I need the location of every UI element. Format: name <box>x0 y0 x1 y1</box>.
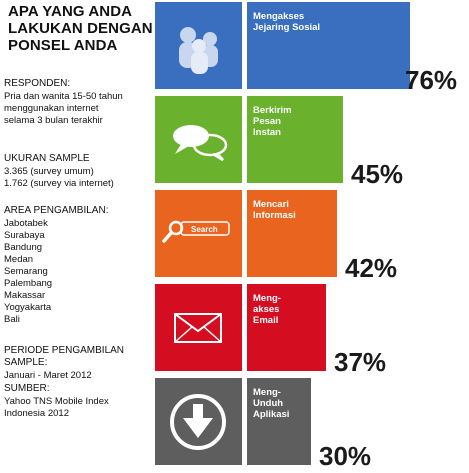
source-line: Yahoo TNS Mobile Index <box>4 396 109 407</box>
chat-bubbles-icon <box>155 96 242 183</box>
category-icon-tile <box>155 96 242 183</box>
title-line: LAKUKAN DENGAN <box>8 20 153 37</box>
category-icon-tile <box>155 2 242 89</box>
respondents-heading: RESPONDEN: <box>4 78 71 89</box>
category-label-line: Meng- <box>253 387 281 398</box>
value-label: 42% <box>345 253 398 283</box>
respondents-line: menggunakan internet <box>4 103 99 114</box>
area-item: Surabaya <box>4 230 45 241</box>
search-bar-icon <box>155 190 242 277</box>
envelope-icon <box>155 284 242 371</box>
value-label: 76% <box>405 65 458 95</box>
period-heading: PERIODE PENGAMBILAN SAMPLE: <box>4 345 125 368</box>
area-item: Bandung <box>4 242 43 253</box>
sample-line: 3.365 (survey umum) <box>4 166 94 177</box>
category-label <box>253 105 292 138</box>
sample-info <box>4 153 154 190</box>
sample-line: 1.762 (survey via internet) <box>4 178 114 189</box>
bar <box>247 96 343 183</box>
value-label: 37% <box>334 347 387 377</box>
category-label-line: Unduh <box>253 398 284 409</box>
infographic-title <box>8 3 158 54</box>
category-icon-tile <box>155 190 242 277</box>
period-info <box>4 345 154 382</box>
people-icon <box>155 2 242 89</box>
category-label-line: Jejaring Sosial <box>253 22 321 33</box>
bar <box>247 190 337 277</box>
area-heading: AREA PENGAMBILAN: <box>4 205 109 216</box>
area-item: Bali <box>4 314 20 325</box>
category-label-line: Instan <box>253 127 281 138</box>
area-item: Semarang <box>4 266 48 277</box>
title-line: APA YANG ANDA <box>8 3 133 20</box>
source-info <box>4 383 154 420</box>
area-item: Yogyakarta <box>4 302 52 313</box>
category-label <box>253 11 320 33</box>
area-item: Palembang <box>4 278 53 289</box>
download-arrow-icon <box>155 378 242 465</box>
title-line: PONSEL ANDA <box>8 37 118 54</box>
source-heading: SUMBER: <box>4 383 50 394</box>
category-label <box>253 387 289 420</box>
period-line: Januari - Maret 2012 <box>4 370 92 381</box>
category-label-line: Mencari <box>253 199 289 210</box>
category-icon-tile <box>155 284 242 371</box>
bar <box>247 284 326 371</box>
respondents-line: selama 3 bulan terakhir <box>4 115 103 126</box>
category-label-line: Pesan <box>253 116 281 127</box>
area-item: Makassar <box>4 290 46 301</box>
category-label <box>253 199 296 221</box>
area-item: Jabotabek <box>4 218 48 229</box>
category-label-line: Informasi <box>253 210 296 221</box>
category-label-line: Meng- <box>253 293 281 304</box>
search-icon-text: Search <box>191 225 218 234</box>
respondents-info <box>4 78 154 127</box>
value-label: 45% <box>351 159 404 189</box>
bar <box>247 378 311 465</box>
respondents-line: Pria dan wanita 15-50 tahun <box>4 91 123 102</box>
bar <box>247 2 410 89</box>
category-label-line: Email <box>253 315 279 326</box>
source-line: Indonesia 2012 <box>4 408 69 419</box>
category-label-line: Aplikasi <box>253 409 290 420</box>
value-label: 30% <box>319 441 372 471</box>
category-label-line: Berkirim <box>253 105 292 116</box>
category-label-line: Mengakses <box>253 11 305 22</box>
category-label <box>253 293 281 326</box>
sample-heading: UKURAN SAMPLE <box>4 153 90 164</box>
category-label-line: akses <box>253 304 280 315</box>
area-info <box>4 205 154 326</box>
category-icon-tile <box>155 378 242 465</box>
area-item: Medan <box>4 254 34 265</box>
